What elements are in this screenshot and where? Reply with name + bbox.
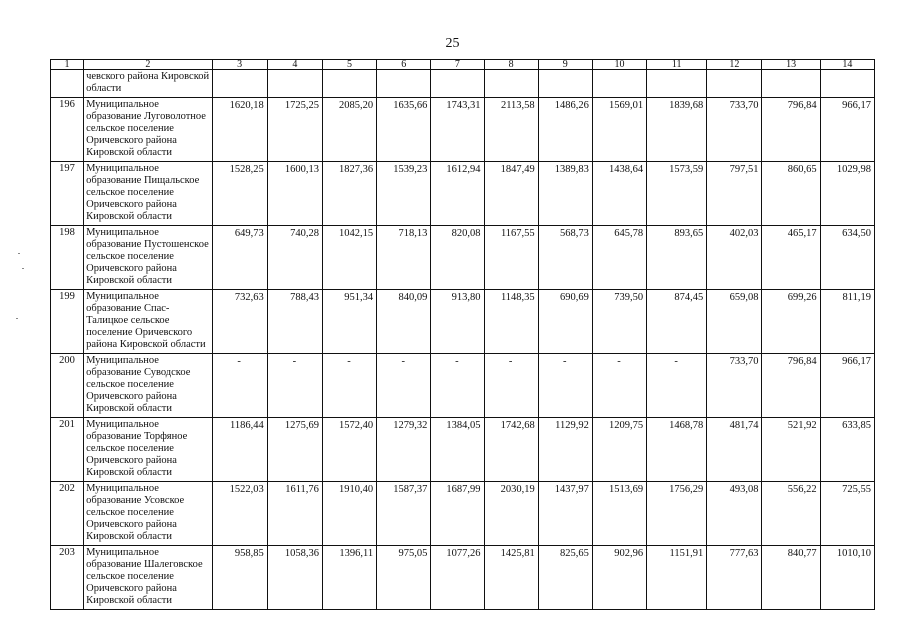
- value-cell: 1756,29: [647, 482, 707, 546]
- value-cell: 1528,25: [212, 162, 267, 226]
- value-cell: 1620,18: [212, 98, 267, 162]
- value-cell: 2030,19: [484, 482, 538, 546]
- value-cell: 718,13: [377, 226, 431, 290]
- value-cell: 2085,20: [322, 98, 376, 162]
- table-row: [51, 546, 875, 610]
- value-cell: 1573,59: [647, 162, 707, 226]
- value-cell: 1129,92: [538, 418, 592, 482]
- value-cell: 1539,23: [377, 162, 431, 226]
- value-cell: 902,96: [592, 546, 646, 610]
- value-cell: -: [484, 354, 538, 418]
- value-cell: 725,55: [820, 482, 874, 546]
- column-number-cell: 12: [707, 60, 762, 70]
- municipality-name-cell: Муниципальное образование Торфяное сельское поселение Оричевского района Кировской области: [84, 418, 212, 482]
- value-cell: -: [212, 354, 267, 418]
- value-cell: 493,08: [707, 482, 762, 546]
- column-number-cell: 13: [762, 60, 820, 70]
- value-cell: 1389,83: [538, 162, 592, 226]
- municipality-name-cell: Муниципальное образование Луговолотное сельское поселение Оричевского района Кировской области: [84, 98, 212, 162]
- empty-cell: [212, 70, 267, 98]
- municipality-name-cell: Муниципальное образование Суводское сельское поселение Оричевского района Кировской области: [84, 354, 212, 418]
- value-cell: 840,09: [377, 290, 431, 354]
- table-row: [51, 162, 875, 226]
- value-cell: 951,34: [322, 290, 376, 354]
- value-cell: 788,43: [267, 290, 322, 354]
- empty-cell: [647, 70, 707, 98]
- table-row: [51, 418, 875, 482]
- empty-cell: [707, 70, 762, 98]
- empty-cell: [322, 70, 376, 98]
- value-cell: 1437,97: [538, 482, 592, 546]
- municipality-name-cell: Муниципальное образование Пустошенское сельское поселение Оричевского района Кировской области: [84, 226, 212, 290]
- value-cell: 1569,01: [592, 98, 646, 162]
- table-row: [51, 290, 875, 354]
- row-number-cell: 198: [51, 226, 84, 290]
- value-cell: 1438,64: [592, 162, 646, 226]
- value-cell: 1468,78: [647, 418, 707, 482]
- value-cell: 1522,03: [212, 482, 267, 546]
- value-cell: 1029,98: [820, 162, 874, 226]
- value-cell: 733,70: [707, 98, 762, 162]
- column-number-cell: 11: [647, 60, 707, 70]
- empty-cell: [762, 70, 820, 98]
- value-cell: 840,77: [762, 546, 820, 610]
- value-cell: 1687,99: [431, 482, 484, 546]
- value-cell: 913,80: [431, 290, 484, 354]
- value-cell: 975,05: [377, 546, 431, 610]
- value-cell: 1742,68: [484, 418, 538, 482]
- value-cell: -: [377, 354, 431, 418]
- value-cell: 1148,35: [484, 290, 538, 354]
- value-cell: 1425,81: [484, 546, 538, 610]
- row-number-cell: 202: [51, 482, 84, 546]
- value-cell: 481,74: [707, 418, 762, 482]
- value-cell: 1513,69: [592, 482, 646, 546]
- column-number-cell: 2: [84, 60, 212, 70]
- column-number-cell: 8: [484, 60, 538, 70]
- value-cell: 797,51: [707, 162, 762, 226]
- value-cell: 811,19: [820, 290, 874, 354]
- column-number-cell: 10: [592, 60, 646, 70]
- value-cell: 1587,37: [377, 482, 431, 546]
- empty-cell: [820, 70, 874, 98]
- value-cell: 1910,40: [322, 482, 376, 546]
- value-cell: 633,85: [820, 418, 874, 482]
- municipality-name-cell: Муниципальное образование Усовское сельское поселение Оричевского района Кировской области: [84, 482, 212, 546]
- value-cell: 1167,55: [484, 226, 538, 290]
- value-cell: 1611,76: [267, 482, 322, 546]
- value-cell: -: [431, 354, 484, 418]
- empty-cell: [592, 70, 646, 98]
- municipality-name-cell: Муниципальное образование Спас-Талицкое сельское поселение Оричевского района Кировской области: [84, 290, 212, 354]
- column-number-cell: 9: [538, 60, 592, 70]
- value-cell: 649,73: [212, 226, 267, 290]
- value-cell: 1847,49: [484, 162, 538, 226]
- municipality-name-cell: Муниципальное образование Пищальское сельское поселение Оричевского района Кировской области: [84, 162, 212, 226]
- value-cell: 1612,94: [431, 162, 484, 226]
- value-cell: 1572,40: [322, 418, 376, 482]
- row-number-cell: 200: [51, 354, 84, 418]
- value-cell: -: [592, 354, 646, 418]
- value-cell: 645,78: [592, 226, 646, 290]
- page-number: 25: [445, 36, 460, 51]
- value-cell: 2113,58: [484, 98, 538, 162]
- value-cell: 825,65: [538, 546, 592, 610]
- value-cell: 739,50: [592, 290, 646, 354]
- table-row: [51, 226, 875, 290]
- scan-speck: [16, 318, 18, 319]
- column-number-cell: 1: [51, 60, 84, 70]
- column-number-row: [51, 60, 875, 70]
- value-cell: 634,50: [820, 226, 874, 290]
- column-number-cell: 5: [322, 60, 376, 70]
- value-cell: 966,17: [820, 354, 874, 418]
- empty-cell: [377, 70, 431, 98]
- value-cell: 1042,15: [322, 226, 376, 290]
- value-cell: -: [267, 354, 322, 418]
- value-cell: 893,65: [647, 226, 707, 290]
- value-cell: 1151,91: [647, 546, 707, 610]
- column-number-cell: 14: [820, 60, 874, 70]
- value-cell: 1209,75: [592, 418, 646, 482]
- value-cell: 740,28: [267, 226, 322, 290]
- value-cell: 1275,69: [267, 418, 322, 482]
- municipality-name-cell: Муниципальное образование Шалеговское сельское поселение Оричевского района Кировской области: [84, 546, 212, 610]
- table-row: [51, 354, 875, 418]
- row-number-cell: 197: [51, 162, 84, 226]
- value-cell: 860,65: [762, 162, 820, 226]
- row-number-cell: 196: [51, 98, 84, 162]
- data-table: [50, 59, 875, 610]
- table-row: [51, 482, 875, 546]
- value-cell: 1010,10: [820, 546, 874, 610]
- value-cell: 777,63: [707, 546, 762, 610]
- value-cell: 820,08: [431, 226, 484, 290]
- value-cell: 1396,11: [322, 546, 376, 610]
- value-cell: 1827,36: [322, 162, 376, 226]
- empty-cell: [51, 70, 84, 98]
- value-cell: 796,84: [762, 98, 820, 162]
- continuation-row: [51, 70, 875, 98]
- value-cell: 465,17: [762, 226, 820, 290]
- value-cell: 402,03: [707, 226, 762, 290]
- value-cell: 1600,13: [267, 162, 322, 226]
- empty-cell: [484, 70, 538, 98]
- value-cell: 659,08: [707, 290, 762, 354]
- value-cell: 966,17: [820, 98, 874, 162]
- value-cell: 1279,32: [377, 418, 431, 482]
- value-cell: 1186,44: [212, 418, 267, 482]
- value-cell: 1058,36: [267, 546, 322, 610]
- value-cell: 568,73: [538, 226, 592, 290]
- empty-cell: [267, 70, 322, 98]
- value-cell: 521,92: [762, 418, 820, 482]
- value-cell: 796,84: [762, 354, 820, 418]
- empty-cell: [431, 70, 484, 98]
- value-cell: 1635,66: [377, 98, 431, 162]
- scan-speck: [18, 253, 20, 254]
- row-number-cell: 199: [51, 290, 84, 354]
- value-cell: 732,63: [212, 290, 267, 354]
- value-cell: -: [647, 354, 707, 418]
- column-number-cell: 3: [212, 60, 267, 70]
- value-cell: 1486,26: [538, 98, 592, 162]
- value-cell: 1077,26: [431, 546, 484, 610]
- value-cell: 690,69: [538, 290, 592, 354]
- table-body: [51, 60, 875, 610]
- value-cell: 874,45: [647, 290, 707, 354]
- row-number-cell: 203: [51, 546, 84, 610]
- value-cell: 556,22: [762, 482, 820, 546]
- table-row: [51, 98, 875, 162]
- value-cell: 1839,68: [647, 98, 707, 162]
- value-cell: 699,26: [762, 290, 820, 354]
- column-number-cell: 7: [431, 60, 484, 70]
- value-cell: 1743,31: [431, 98, 484, 162]
- value-cell: 733,70: [707, 354, 762, 418]
- column-number-cell: 4: [267, 60, 322, 70]
- value-cell: -: [322, 354, 376, 418]
- value-cell: 958,85: [212, 546, 267, 610]
- municipality-name-cell: чевского района Кировской области: [84, 70, 212, 98]
- empty-cell: [538, 70, 592, 98]
- row-number-cell: 201: [51, 418, 84, 482]
- value-cell: 1725,25: [267, 98, 322, 162]
- scan-speck: [22, 268, 24, 269]
- value-cell: -: [538, 354, 592, 418]
- column-number-cell: 6: [377, 60, 431, 70]
- value-cell: 1384,05: [431, 418, 484, 482]
